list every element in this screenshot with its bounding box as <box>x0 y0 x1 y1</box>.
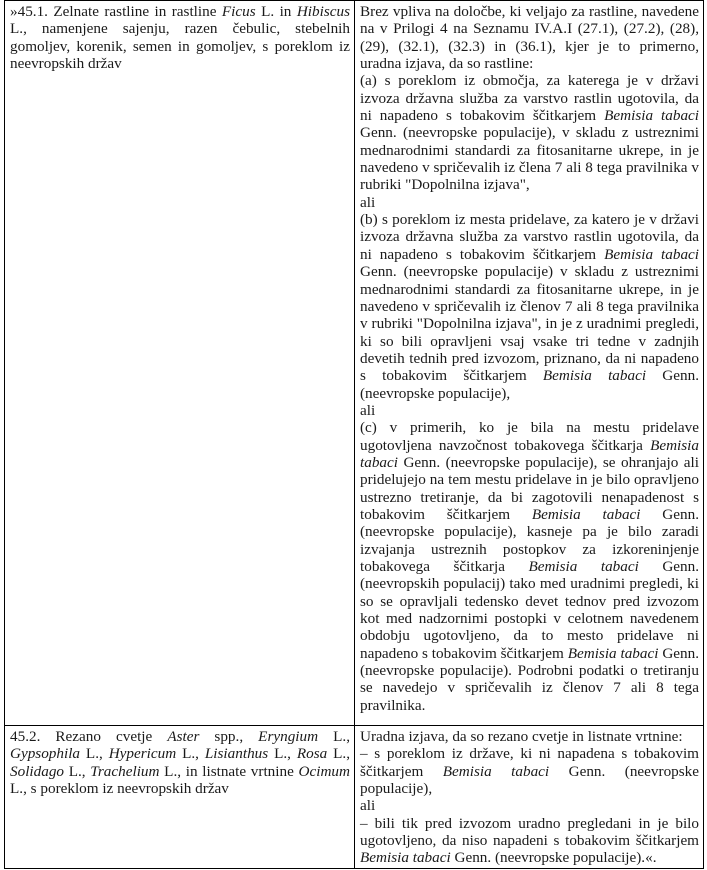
or-separator: ali <box>360 193 376 211</box>
species-name: Bemisia tabaci <box>360 436 699 471</box>
species-name: Bemisia tabaci <box>360 849 451 867</box>
requirement-dash-2: – bili tik pred izvozom uradno pregledani in je bilo ugotovljeno, da niso napadeni s tobakovim ščitkarjem Bemisia tabaci Genn. (neevropske populacije).«. <box>360 814 699 867</box>
requirement-c: (c) v primerih, ko je bila na mestu pridelave ugotovljena navzočnost tobakovega ščitkarja Bemisia tabaci Genn. (neevropske populacije), se ohranjajo ali pridelujejo na tem mestu pridelave in je bilo opravljeno ustrezno tretiranje, da bi zagotovili nenapadenost s tobakovim ščitkarjem Bemisia tabaci Genn. (neevropske populacije), kasneje pa je bilo zaradi izvajanja ustreznih postopkov za izkoreninjenje tobakovega ščitkarja Bemisia tabaci Genn. (neevropskih populacij) tako med uradnimi pregledi, ki so se opravljali tedensko devet tednov pred izvozom kot med nadzornimi postopki v celotnem navedenem obdobju ugotovljeno, da to mesto pridelave ni napadeno s tobakovim ščitkarjem Bemisia tabaci Genn. (neevropske populacije). Podrobni podatki o tretiranju se navedejo v spričevalih iz členov 7 ali 8 tega pravilnika. <box>360 419 700 714</box>
plant-description-cell <box>5 726 355 869</box>
species-name: Bemisia tabaci <box>604 107 699 125</box>
table-row-45-1 <box>5 1 704 726</box>
species-name: Bemisia tabaci <box>442 762 550 780</box>
requirement-b: (b) s poreklom iz mesta pridelave, za katero je v državi izvoza državna služba za varstvo rastlin ugotovila, da ni napadeno s tobakovim ščitkarjem Bemisia tabaci Genn. (neevropske populacije) v skladu z ustreznimi mednarodnimi standardi za fitosanitarne ukrepe, in je navedeno v spričevalih iz členov 7 ali 8 tega pravilnika v rubriki "Dopolnilna izjava", in je z uradnimi pregledi, ki so bili opravljeni vsaj vsake tri tedne v zadnjih devetih tednih pred izvozom, priznano, da ni napadeno s tobakovim ščitkarjem Bemisia tabaci Genn. (neevropske populacije), <box>360 211 699 402</box>
species-name: Bemisia tabaci <box>542 367 647 385</box>
plant-description-45-2: 45.2. Rezano cvetje Aster spp., Eryngium L., Gypsophila L., Hypericum L., Lisianthus L., Rosa L., Solidago L., Trachelium L., in listnate vrtnine Ocimum L., s poreklom iz neevropskih držav <box>10 728 350 798</box>
plant-description-45-1: »45.1. Zelnate rastline in rastline Ficus L. in Hibiscus L., namenjene sajenju, razen čebulic, stebelnih gomoljev, korenik, semen in gomoljev, s poreklom iz neevropskih držav <box>10 3 350 73</box>
species-name: Bemisia tabaci <box>531 505 641 523</box>
or-separator: ali <box>360 797 376 815</box>
species-name: Bemisia tabaci <box>567 644 659 662</box>
table-row-45-2 <box>5 726 704 869</box>
species-name: Bemisia tabaci <box>528 558 639 575</box>
requirement-dash-1: – s poreklom iz države, ki ni napadena s tobakovim ščitkarjem Bemisia tabaci Genn. (neevropske populacije), <box>360 745 699 798</box>
species-name: Bemisia tabaci <box>604 245 699 263</box>
requirements-intro: Uradna izjava, da so rezano cvetje in listnate vrtnine: <box>360 728 683 745</box>
regulation-table <box>4 0 704 869</box>
requirements-cell <box>355 726 704 869</box>
or-separator: ali <box>360 401 376 419</box>
genus-ficus: Ficus <box>221 3 256 20</box>
requirement-a: (a) s poreklom iz območja, za katerega je v državi izvoza državna služba za varstvo rastlin ugotovila, da ni napadeno s tobakovim ščitkarjem Bemisia tabaci Genn. (neevropske populacije), v skladu z ustreznimi mednarodnimi standardi za fitosanitarne ukrepe, in je navedeno v spričevalih iz člena 7 ali 8 tega pravilnika v rubriki "Dopolnilna izjava", <box>360 72 699 194</box>
requirements-cell <box>355 1 704 726</box>
plant-description-cell <box>5 1 355 726</box>
requirements-intro: Brez vpliva na določbe, ki veljajo za rastline, navedene na v Prilogi 4 na Seznamu IV.A.I (27.1), (27.2), (28), (29), (32.1), (32.3) in (36.1), kjer je to primerno, uradna izjava, da so rastline: <box>360 3 699 73</box>
genus-hibiscus: Hibiscus <box>296 3 350 20</box>
